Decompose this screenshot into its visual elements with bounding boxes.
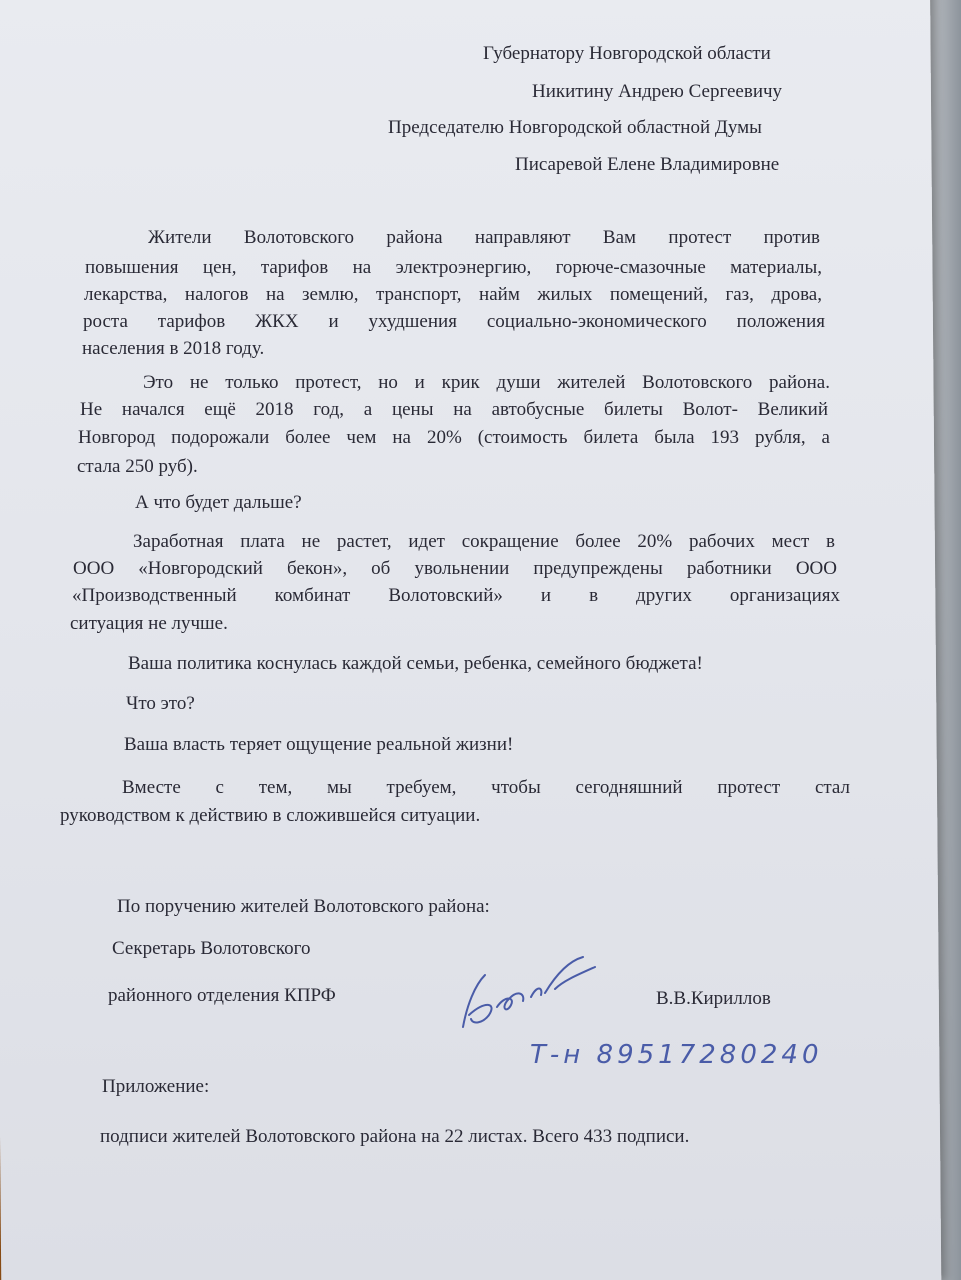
body-line: Вместе с тем, мы требуем, чтобы сегодняшний протест стал [122, 777, 850, 798]
body-line: Не начался ещё 2018 год, а цены на автобусные билеты Волот- Великий [80, 399, 828, 420]
signer-position: Секретарь Волотовского [112, 938, 311, 959]
body-line: Ваша политика коснулась каждой семьи, ребенка, семейного бюджета! [128, 653, 703, 674]
signer-position: районного отделения КПРФ [108, 985, 336, 1006]
body-line: лекарства, налогов на землю, транспорт, найм жилых помещений, газ, дрова, [84, 284, 822, 305]
body-line: Заработная плата не растет, идет сокращение более 20% рабочих мест в [133, 531, 835, 552]
attachment-text: подписи жителей Волотовского района на 22 листах. Всего 433 подписи. [100, 1126, 690, 1147]
body-line: А что будет дальше? [135, 492, 302, 513]
body-line: «Производственный комбинат Волотовский» и в других организациях [72, 585, 840, 606]
body-line: стала 250 руб). [77, 456, 198, 477]
body-line: роста тарифов ЖКХ и ухудшения социально-экономического положения [83, 311, 825, 332]
body-line: Это не только протест, но и крик души жителей Волотовского района. [143, 372, 830, 393]
body-line: Жители Волотовского района направляют Вам протест против [148, 227, 820, 248]
attachment-heading: Приложение: [102, 1076, 210, 1097]
handwritten-signature [445, 945, 610, 1045]
body-line: ООО «Новгородский бекон», об увольнении предупреждены работники ООО [73, 558, 837, 579]
addressee-line: Губернатору Новгородской области [483, 43, 771, 64]
addressee-line: Никитину Андрею Сергеевичу [532, 81, 783, 102]
body-line: населения в 2018 году. [82, 338, 265, 359]
addressee-line: Председателю Новгородской областной Думы [388, 117, 762, 138]
body-line: Новгород подорожали более чем на 20% (стоимость билета была 193 рубля, а [78, 427, 830, 448]
signer-name: В.В.Кириллов [656, 988, 771, 1009]
body-line: повышения цен, тарифов на электроэнергию, горюче-смазочные материалы, [85, 257, 822, 278]
body-line: Ваша власть теряет ощущение реальной жизни! [124, 734, 514, 755]
body-line: ситуация не лучше. [70, 613, 228, 634]
handwritten-phone: Т-н 89517280240 [530, 1040, 823, 1070]
body-line: Что это? [126, 693, 195, 714]
on-behalf-line: По поручению жителей Волотовского района: [117, 896, 490, 917]
body-line: руководством к действию в сложившейся ситуации. [60, 805, 481, 826]
addressee-line: Писаревой Елене Владимировне [515, 154, 780, 175]
